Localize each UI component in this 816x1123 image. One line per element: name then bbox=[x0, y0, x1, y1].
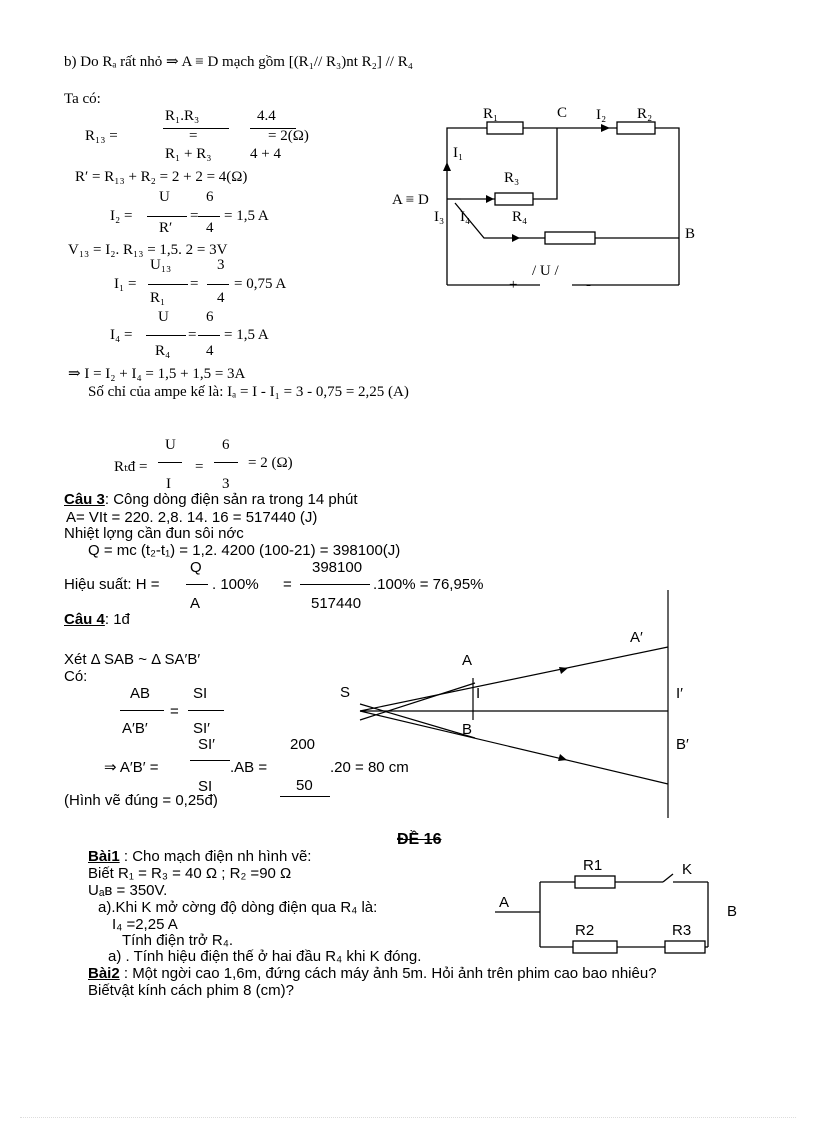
i2-denominator-2: 4 bbox=[206, 220, 214, 236]
i1-denominator: R₁ bbox=[150, 290, 166, 306]
r13-result: = 2(Ω) bbox=[268, 128, 309, 144]
optics-i-prime-label: I′ bbox=[676, 685, 683, 702]
bai2-line-2: Biếtvật kính cách phim 8 (cm)? bbox=[88, 982, 294, 999]
rtd-numerator: U bbox=[165, 437, 176, 453]
bai1-question-b: a) . Tính hiệu điện thế ở hai đầu R₄ khi K đóng. bbox=[108, 948, 422, 965]
rtd-fraction-bar bbox=[158, 462, 182, 463]
circuit2-r1-label: R1 bbox=[583, 857, 603, 874]
cau3-heading bbox=[64, 492, 358, 507]
de16-heading: ĐỀ 16 bbox=[397, 831, 442, 848]
bai2-heading bbox=[88, 966, 657, 981]
circuit1-i4-label: I₄ bbox=[460, 209, 471, 225]
bai1-heading bbox=[88, 849, 311, 864]
optics-i-label: I bbox=[476, 685, 481, 702]
bai1-title-rest: : Cho mạch điện nh hình vẽ: bbox=[119, 848, 312, 865]
optics-diagram bbox=[355, 590, 675, 820]
rtd-numerator-2: 6 bbox=[222, 437, 230, 453]
circuit1-u-label: / U / bbox=[532, 263, 559, 279]
circuit2-r2-label: R2 bbox=[575, 922, 595, 939]
circuit1-plus-label: + bbox=[509, 277, 518, 293]
i4-numerator-2: 6 bbox=[206, 309, 214, 325]
cau4-res-bar1 bbox=[190, 760, 230, 761]
r13-numerator-2: 4.4 bbox=[257, 108, 276, 124]
cau3-eff-denominator-2: 517440 bbox=[311, 595, 362, 612]
cau4-note: (Hình vẽ đúng = 0,25đ) bbox=[64, 792, 218, 809]
part-b-statement: b) Do Rₐ rất nhỏ ⇒ A ≡ D mạch gồm [(R₁// R₃)nt R₂] // R₄ bbox=[64, 54, 413, 70]
page-bottom-rule bbox=[20, 1117, 796, 1118]
i1-denominator-2: 4 bbox=[217, 290, 225, 306]
i2-lhs: I₂ = bbox=[110, 208, 133, 224]
cau4-res-den2: 50 bbox=[296, 777, 313, 794]
i1-fraction-bar-2 bbox=[207, 284, 229, 285]
circuit2-a-label: A bbox=[499, 894, 510, 911]
cau4-res-tail: .20 = 80 cm bbox=[330, 759, 409, 776]
i1-numerator-2: 3 bbox=[217, 257, 225, 273]
circuit2-k-label: K bbox=[682, 861, 693, 878]
cau4-ratio-den1: A′B′ bbox=[122, 720, 148, 737]
i2-fraction-bar-2 bbox=[198, 216, 220, 217]
cau4-res-num1: SI′ bbox=[198, 736, 215, 753]
optics-b-label: B bbox=[462, 721, 473, 738]
cau4-ratio-equals: = bbox=[170, 703, 179, 720]
cau4-ratio-bar2 bbox=[188, 710, 224, 711]
circuit1-i3-label: I₃ bbox=[434, 209, 445, 225]
i1-result: = 0,75 A bbox=[234, 276, 287, 292]
i4-denominator: R₄ bbox=[155, 343, 171, 359]
cau3-eff-result: .100% = 76,95% bbox=[373, 576, 484, 593]
cau4-heading bbox=[64, 612, 130, 627]
cau3-eff-numerator: Q bbox=[190, 559, 202, 576]
rtd-equals: = bbox=[195, 459, 204, 475]
bai2-title: Bài2 bbox=[88, 965, 120, 982]
cau4-ratio-den2: SI′ bbox=[193, 720, 210, 737]
rtd-result: = 2 (Ω) bbox=[248, 455, 293, 471]
cau3-eff-numerator-2: 398100 bbox=[312, 559, 363, 576]
cau4-title-rest: : 1đ bbox=[104, 611, 130, 628]
circuit1-r1-label: R₁ bbox=[483, 106, 499, 122]
i4-equals: = bbox=[188, 327, 197, 343]
i1-numerator: U₁₃ bbox=[150, 257, 172, 273]
r13-denominator-2: 4 + 4 bbox=[250, 146, 281, 162]
i2-denominator: R′ bbox=[159, 220, 173, 236]
optics-s-label: S bbox=[340, 684, 351, 701]
i4-lhs: I₄ = bbox=[110, 327, 133, 343]
i2-numerator-2: 6 bbox=[206, 189, 214, 205]
i1-lhs: I₁ = bbox=[114, 276, 137, 292]
cau3-eff-denominator: A bbox=[190, 595, 201, 612]
bai2-title-rest: : Một ngời cao 1,6m, đứng cách máy ảnh 5m. Hỏi ảnh trên phim cao bao nhiêu? bbox=[119, 965, 657, 982]
cau4-co-label: Có: bbox=[64, 668, 88, 685]
bai1-given-2: Uₐʙ = 350V. bbox=[88, 882, 168, 899]
cau3-heat-label: Nhiệt lợng cần đun sôi nớc bbox=[64, 525, 244, 542]
i4-denominator-2: 4 bbox=[206, 343, 214, 359]
circuit1-b-label: B bbox=[685, 226, 696, 242]
cau3-eff-equals: = bbox=[283, 576, 292, 593]
cau4-ratio-num2: SI bbox=[193, 685, 208, 702]
circuit1-i2-label: I₂ bbox=[596, 107, 607, 123]
bai1-given-1: Biết R₁ = R₃ = 40 Ω ; R₂ =90 Ω bbox=[88, 865, 292, 882]
rtd-lhs: Rₜđ = bbox=[114, 459, 148, 475]
ammeter-reading-line: Số chỉ của ampe kế là: Iₐ = I - I₁ = 3 - 0,75 = 2,25 (A) bbox=[88, 384, 409, 400]
ta-co-label: Ta có: bbox=[64, 91, 101, 107]
cau4-ratio-bar1 bbox=[120, 710, 164, 711]
cau3-eff-mid: . 100% bbox=[212, 576, 259, 593]
bai1-question-a: a).Khi K mở cờng độ dòng điện qua R₄ là: bbox=[98, 899, 378, 916]
i4-numerator: U bbox=[158, 309, 169, 325]
i2-fraction-bar bbox=[147, 216, 187, 217]
cau4-title: Câu 4 bbox=[64, 611, 105, 628]
cau4-res-den1: SI bbox=[198, 778, 213, 795]
i4-result: = 1,5 A bbox=[224, 327, 269, 343]
cau3-heat-line: Q = mc (t₂-t₁) = 1,2. 4200 (100-21) = 398100(J) bbox=[88, 542, 401, 559]
r13-equals: = bbox=[189, 128, 198, 144]
r-equivalent-line: R′ = R₁₃ + R₂ = 2 + 2 = 4(Ω) bbox=[75, 169, 248, 185]
i2-equals: = bbox=[190, 208, 199, 224]
circuit1-minus-label: - bbox=[586, 277, 591, 293]
circuit2-r3-label: R3 bbox=[672, 922, 692, 939]
r13-lhs: R₁₃ = bbox=[85, 128, 118, 144]
cau3-eff-fraction-bar-2 bbox=[300, 584, 370, 585]
circuit1-r4-label: R₄ bbox=[512, 209, 528, 225]
bai1-i4-value: I₄ =2,25 A bbox=[112, 916, 178, 933]
cau3-title-rest: : Công dòng điện sản ra trong 14 phút bbox=[104, 491, 358, 508]
optics-a-label: A bbox=[462, 652, 473, 669]
cau4-res-mid: .AB = bbox=[230, 759, 268, 776]
cau3-efficiency-lhs: Hiệu suất: H = bbox=[64, 576, 160, 593]
cau4-ratio-num1: AB bbox=[130, 685, 151, 702]
cau4-similar-triangles: Xét Δ SAB ~ Δ SA′B′ bbox=[64, 651, 201, 668]
optics-a-prime-label: A′ bbox=[630, 629, 643, 646]
circuit1-ad-label: A ≡ D bbox=[392, 192, 429, 208]
cau4-result-lhs: ⇒ A′B′ = bbox=[104, 759, 159, 776]
i2-numerator: U bbox=[159, 189, 170, 205]
rtd-denominator-2: 3 bbox=[222, 476, 230, 492]
i4-fraction-bar bbox=[146, 335, 186, 336]
circuit1-i1-label: I₁ bbox=[453, 145, 464, 161]
cau4-res-bar2 bbox=[280, 796, 330, 797]
i4-fraction-bar-2 bbox=[198, 335, 220, 336]
rtd-denominator: I bbox=[166, 476, 171, 492]
cau3-title: Câu 3 bbox=[64, 491, 105, 508]
cau4-res-num2: 200 bbox=[290, 736, 316, 753]
bai1-r4-ask: Tính điện trở R₄. bbox=[122, 932, 233, 949]
circuit1-c-label: C bbox=[557, 105, 568, 121]
total-current-line: ⇒ I = I₂ + I₄ = 1,5 + 1,5 = 3A bbox=[68, 366, 246, 382]
v13-line: V₁₃ = I₂. R₁₃ = 1,5. 2 = 3V bbox=[68, 242, 228, 258]
circuit1-r3-label: R₃ bbox=[504, 170, 520, 186]
i1-fraction-bar bbox=[148, 284, 188, 285]
bai1-title: Bài1 bbox=[88, 848, 120, 865]
r13-numerator: R₁.R₃ bbox=[165, 108, 200, 124]
circuit2-b-label: B bbox=[727, 903, 738, 920]
cau3-eff-fraction-bar bbox=[186, 584, 208, 585]
circuit1-r2-label: R₂ bbox=[637, 106, 653, 122]
i2-result: = 1,5 A bbox=[224, 208, 269, 224]
cau3-work-line: A= VIt = 220. 2,8. 14. 16 = 517440 (J) bbox=[66, 509, 318, 526]
r13-denominator: R₁ + R₃ bbox=[165, 146, 212, 162]
optics-b-prime-label: B′ bbox=[676, 736, 689, 753]
rtd-fraction-bar-2 bbox=[214, 462, 238, 463]
i1-equals: = bbox=[190, 276, 199, 292]
